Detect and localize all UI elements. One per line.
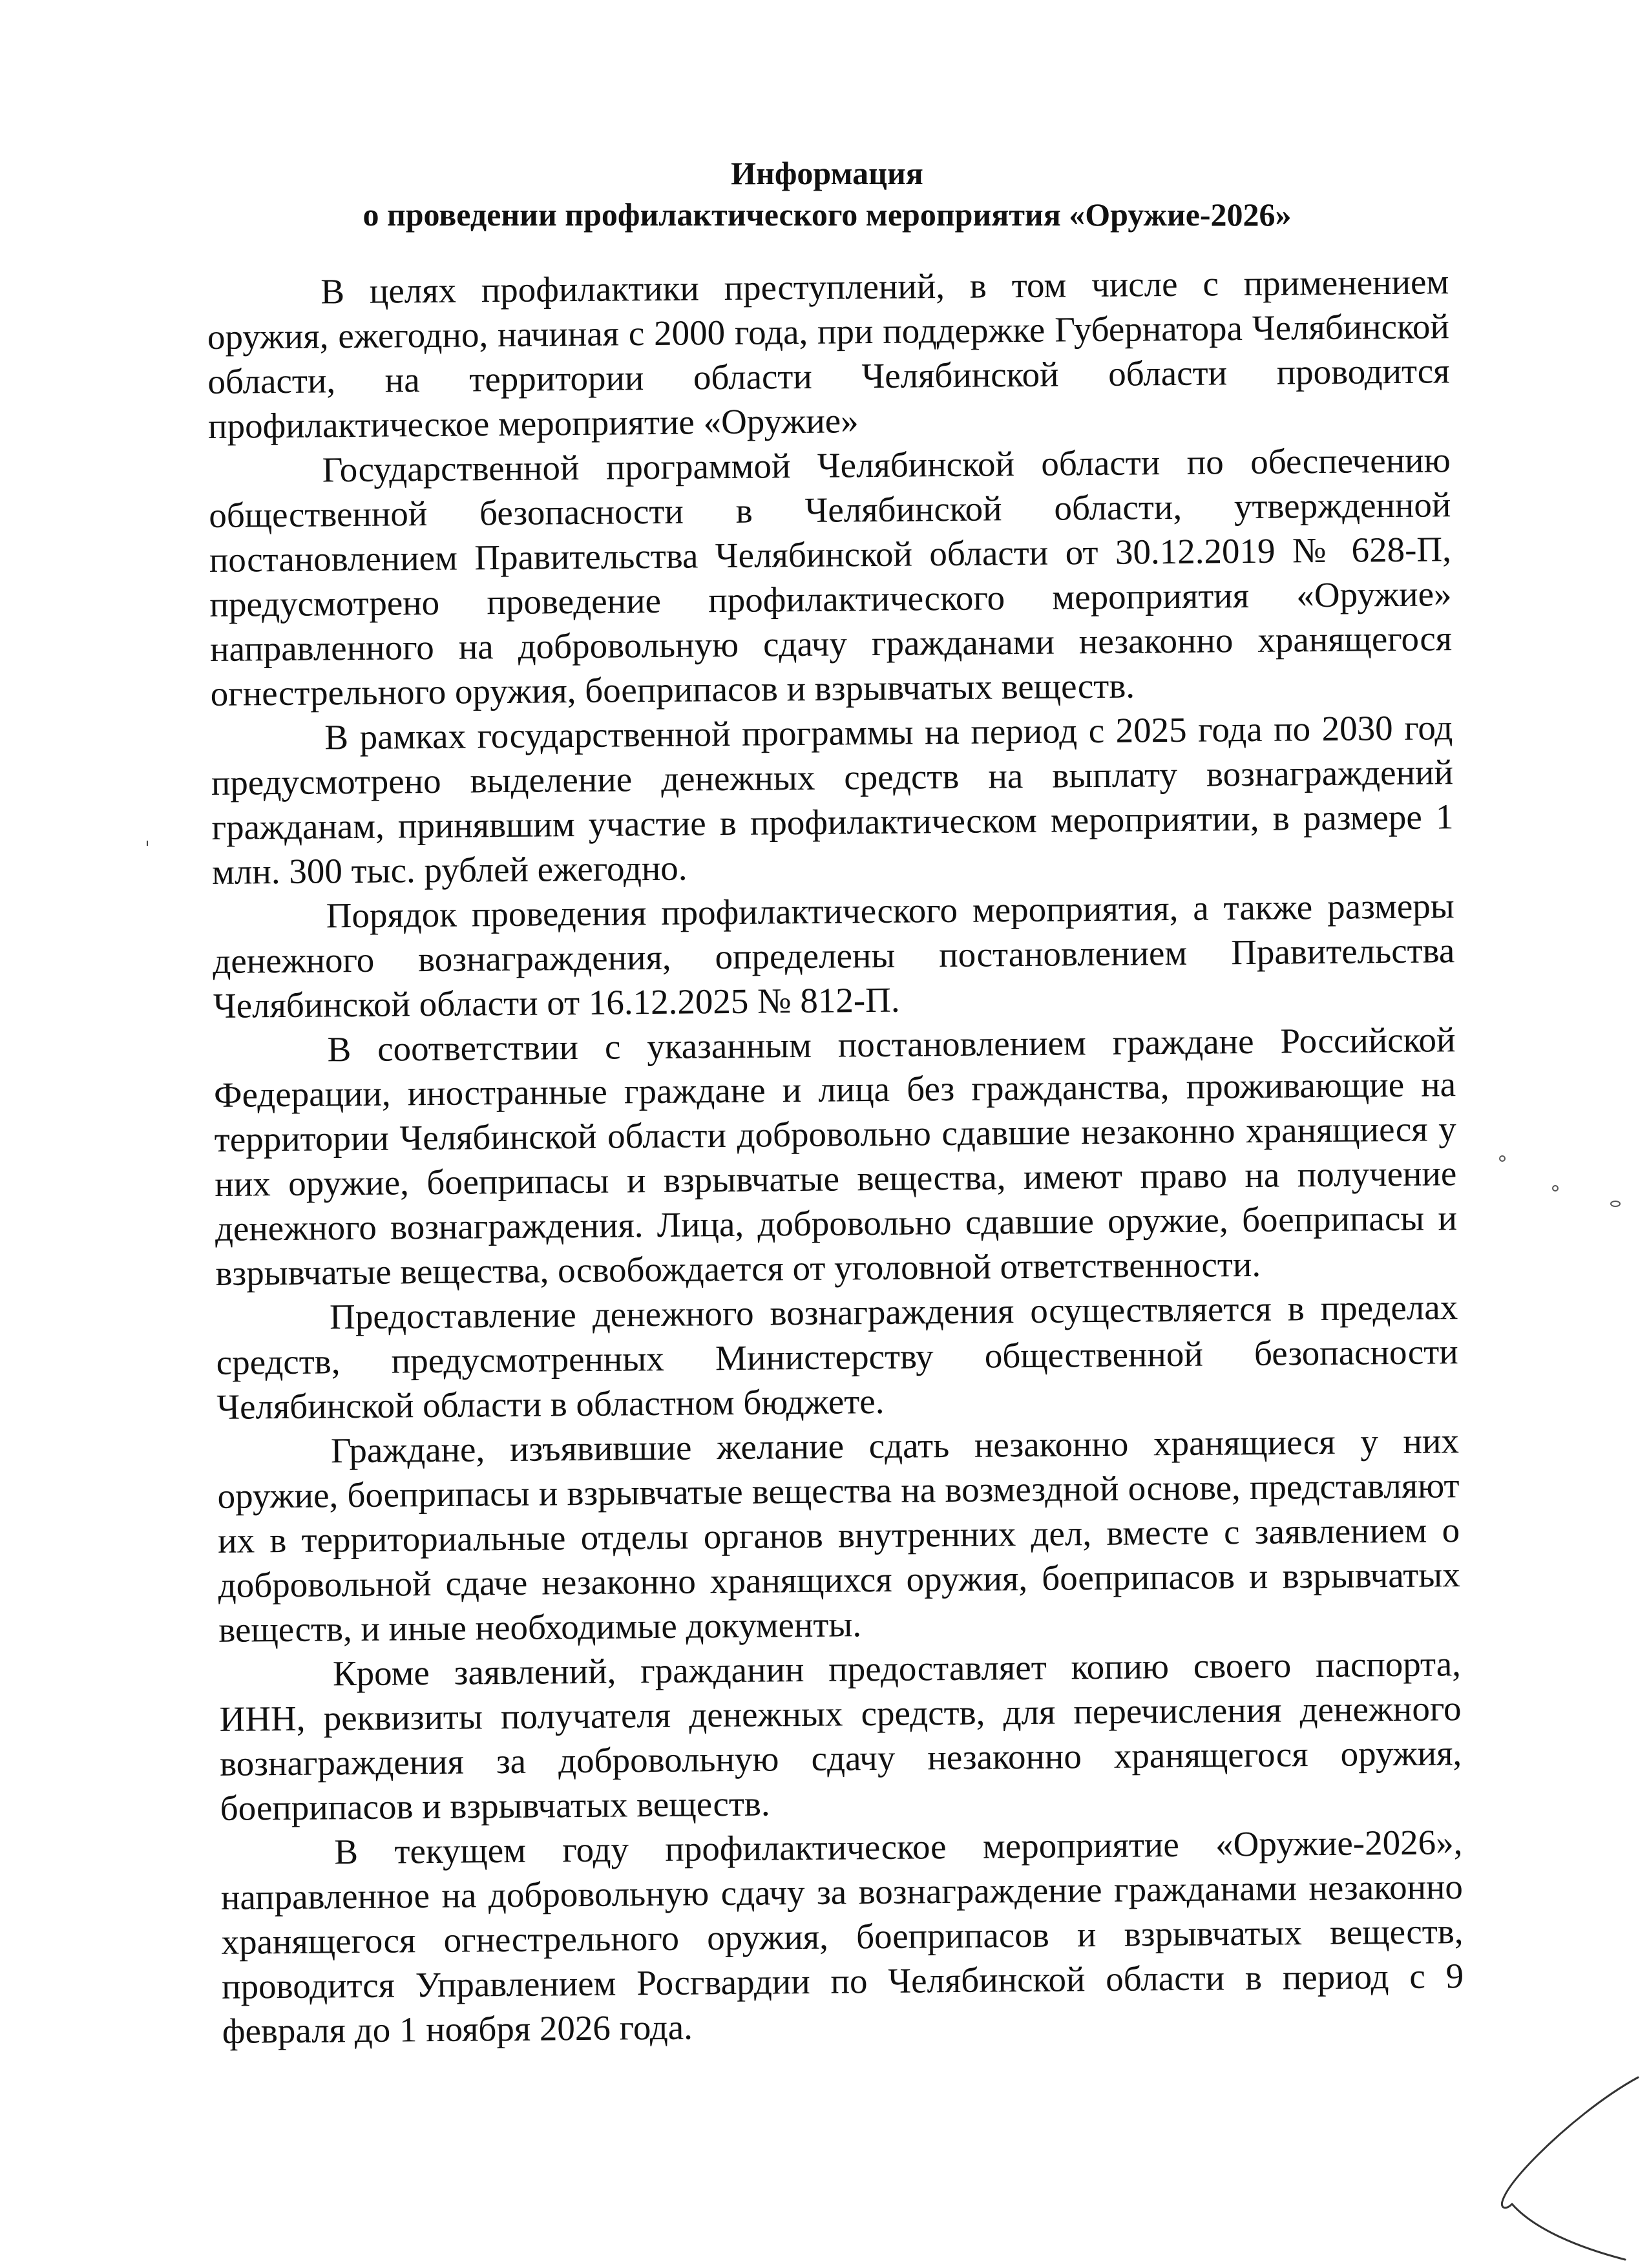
paragraph-4: Порядок проведения профилактического мероприятия, а также размеры денежного вознаграждения, определены постановлением Правительства Челябинской области от 16.12.2025 № 812-П. — [213, 886, 1455, 1025]
document-body — [207, 259, 1464, 2053]
paragraph-9: В текущем году профилактическое мероприятие «Оружие-2026», направленное на добровольную сдачу за вознаграждение гражданами незаконно хранящегося огнестрельного оружия, боеприпасов и взрывчатых веществ, проводится Управлением Росгвардии по Челябинской области в период с 9 февраля до 1 ноября 2026 года. — [220, 1822, 1464, 2051]
scan-speck-3 — [1609, 1199, 1622, 1208]
title-line-2: о проведении профилактического мероприятия «Оружие-2026» — [362, 196, 1292, 233]
scan-speck-4 — [145, 840, 150, 846]
paragraph-2: Государственной программой Челябинской области по обеспечению общественной безопасности в Челябинской области, утвержденной постановлением Правительства Челябинской области от 30.12.2019 № 628-П, предусмотрено проведение профилактического мероприятия «Оружие» направленного на добровольную сдачу гражданами незаконно хранящегося огнестрельного оружия, боеприпасов и взрывчатых веществ. — [209, 440, 1453, 713]
signature-mark — [1493, 2058, 1641, 2265]
paragraph-6: Предоставление денежного вознаграждения осуществляется в пределах средств, предусмотренных Министерству общественной безопасности Челябинской области в областном бюджете. — [216, 1287, 1458, 1427]
title-line-1: Информация — [731, 155, 923, 191]
paragraph-5: В соответствии с указанным постановлением граждане Российской Федерации, иностранные граждане и лица без гражданства, проживающие на территории Челябинской области добровольно сдавшие незаконно хранящиеся у них оружие, боеприпасы и взрывчатые вещества, имеют право на получение денежного вознаграждения. Лица, добровольно сдавшие оружие, боеприпасы и взрывчатые вещества, освобождается от уголовной ответственности. — [213, 1020, 1458, 1293]
paragraph-8: Кроме заявлений, гражданин предоставляет копию своего паспорта, ИНН, реквизиты получателя денежных средств, для перечисления денежного вознаграждения за добровольную сдачу незаконно хранящегося оружия, боеприпасов и взрывчатых веществ. — [219, 1644, 1462, 1828]
scan-speck-2 — [1551, 1184, 1560, 1193]
paragraph-1: В целях профилактики преступлений, в том числе с применением оружия, ежегодно, начиная с 2000 года, при поддержке Губернатора Челябинской области, на территории области Челябинской области проводится профилактическое мероприятие «Оружие» — [207, 262, 1450, 446]
scan-speck-1 — [1498, 1154, 1507, 1163]
paragraph-7: Граждане, изъявившие желание сдать незаконно хранящиеся у них оружие, боеприпасы и взрывчатые вещества на возмездной основе, представляют их в территориальные отделы органов внутренних дел, вместе с заявлением о добровольной сдаче незаконно хранящихся оружия, боеприпасов и взрывчатых веществ, и иные необходимые документы. — [217, 1421, 1460, 1650]
paragraph-3: В рамках государственной программы на период с 2025 года по 2030 год предусмотрено выделение денежных средств на выплату вознаграждений гражданам, принявшим участие в профилактическом мероприятии, в размере 1 млн. 300 тыс. рублей ежегодно. — [211, 708, 1454, 892]
document-title — [213, 152, 1441, 235]
